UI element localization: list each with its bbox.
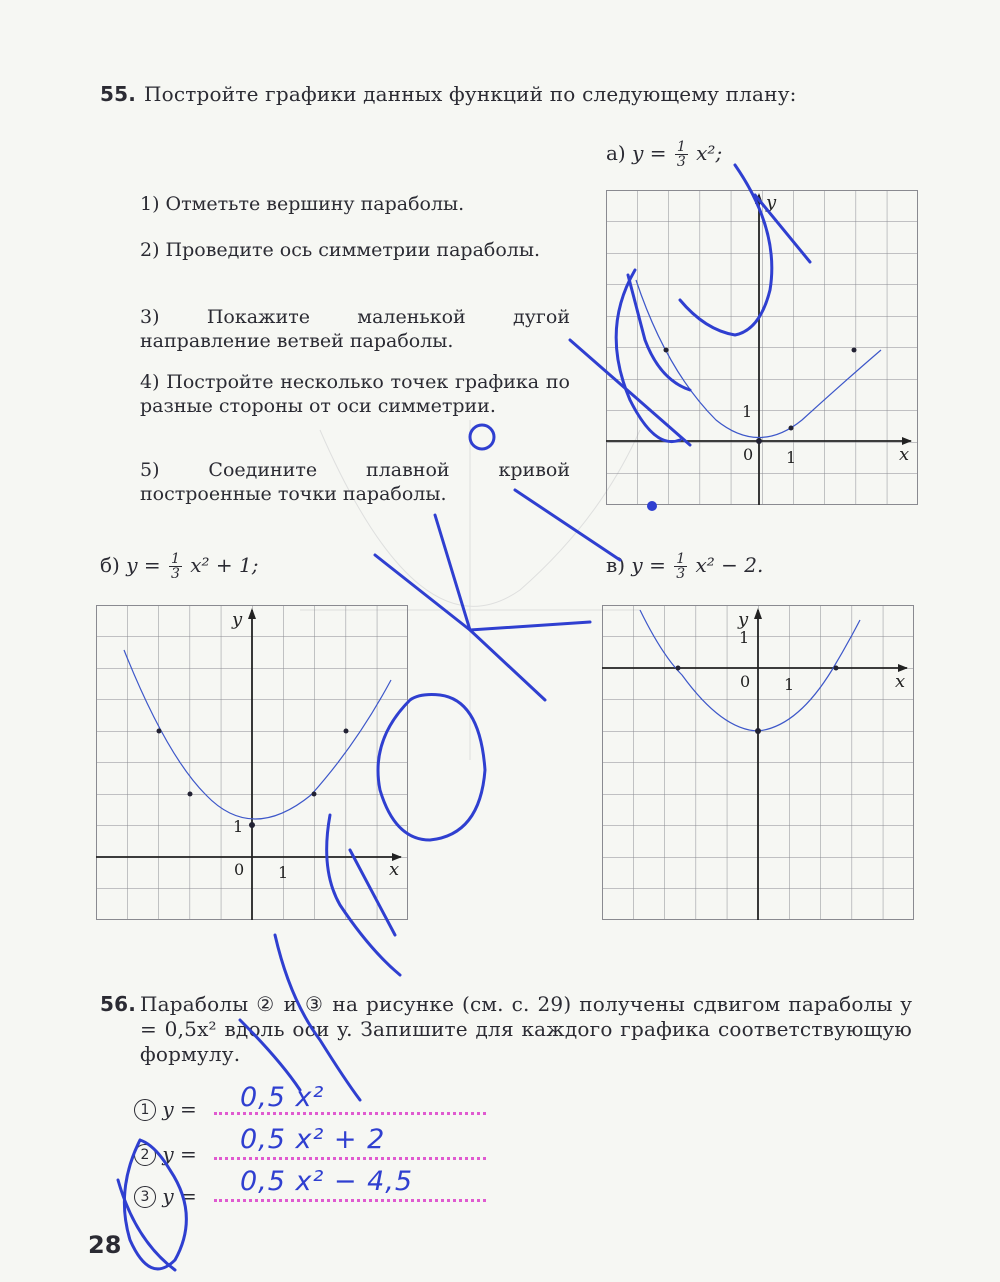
graph-a-y-one: 1 (742, 402, 753, 421)
answer-2-handwritten: 0,5 x² + 2 (240, 1124, 386, 1155)
graph-a-x-one: 1 (786, 448, 797, 467)
graph-b-point (157, 729, 162, 734)
graph-a-point (852, 348, 857, 353)
graph-b-point (344, 729, 349, 734)
formula-a-rest: x²; (696, 141, 723, 165)
graph-v-point (676, 666, 681, 671)
formula-v-lhs: y = (631, 553, 666, 577)
answer-field-2[interactable] (214, 1157, 486, 1160)
scribble-dot-o (470, 425, 494, 449)
graph-v-zero: 0 (740, 672, 751, 691)
marker-2: 2 (134, 1144, 156, 1166)
formula-a-label: а) (606, 141, 626, 165)
graph-b-vertex (249, 822, 255, 828)
graph-a-point (789, 426, 794, 431)
graph-a-grid (607, 191, 918, 505)
step-5: 5) Соедините плавной кривой построенные точки параболы. (140, 459, 570, 505)
step-4: 4) Постройте несколько точек графика по разные стороны от оси симметрии. (140, 371, 570, 417)
graph-b-y-label: y (232, 609, 243, 630)
formula-b (100, 552, 259, 581)
graph-b-y-one: 1 (233, 817, 244, 836)
task56-text: Параболы ② и ③ на рисунке (см. с. 29) получены сдвигом параболы y = 0,5x² вдоль оси y. Запишите для каждого графика соответствующую формулу. (140, 992, 912, 1066)
marker-3: 3 (134, 1186, 156, 1208)
answer-row-2 (134, 1142, 197, 1166)
answer-row-3-lhs: y = (162, 1184, 197, 1208)
formula-a-lhs: y = (632, 141, 667, 165)
graph-v-x-label: x (895, 671, 906, 692)
answer-row-1-lhs: y = (162, 1097, 197, 1121)
formula-v-rest: x² − 2. (695, 553, 764, 577)
graph-a-y-label: y (766, 192, 777, 213)
step-1: 1) Отметьте вершину параболы. (140, 193, 465, 215)
graph-b-x-label: x (389, 859, 400, 880)
graph-v-y-label: y (738, 609, 749, 630)
graph-v-y-one: 1 (739, 628, 750, 647)
graph-b-x-one: 1 (278, 863, 289, 882)
graph-a (606, 190, 918, 505)
answer-3-handwritten: 0,5 x² − 4,5 (240, 1166, 414, 1197)
graph-b (96, 605, 408, 920)
graph-a-vertex (756, 438, 762, 444)
graph-b-point (188, 792, 193, 797)
formula-a-fraction: $\frac{1}{3}$ (676, 139, 686, 170)
page-number: 28 (88, 1231, 122, 1259)
graph-v (602, 605, 914, 920)
formula-b-label: б) (100, 553, 120, 577)
answer-row-1 (134, 1097, 197, 1121)
formula-b-fraction: $\frac{1}{3}$ (170, 551, 180, 582)
marker-1: 1 (134, 1099, 156, 1121)
graph-v-vertex (755, 728, 761, 734)
graph-v-x-one: 1 (784, 675, 795, 694)
graph-a-x-label: x (899, 444, 910, 465)
task55-number: 55. (100, 82, 137, 106)
formula-v-fraction: $\frac{1}{3}$ (676, 551, 686, 582)
formula-v-label: в) (606, 553, 626, 577)
graph-b-zero: 0 (234, 860, 245, 879)
graph-a-zero: 0 (743, 445, 754, 464)
task55-intro: Постройте графики данных функций по следующему плану: (144, 82, 797, 106)
scribble-stroke (435, 515, 545, 700)
answer-1-handwritten: 0,5 x² (240, 1082, 325, 1113)
answer-row-3 (134, 1184, 197, 1208)
graph-b-point (312, 792, 317, 797)
formula-b-lhs: y = (126, 553, 161, 577)
graph-a-point (664, 348, 669, 353)
formula-v (606, 552, 763, 581)
answer-field-3[interactable] (214, 1199, 486, 1202)
task56-number: 56. (100, 992, 137, 1016)
step-2: 2) Проведите ось симметрии параболы. (140, 239, 541, 261)
graph-v-point (834, 666, 839, 671)
answer-row-2-lhs: y = (162, 1142, 197, 1166)
formula-a (606, 140, 722, 169)
step-3: 3) Покажите маленькой дугой направление ветвей параболы. (140, 306, 570, 352)
formula-b-rest: x² + 1; (190, 553, 259, 577)
